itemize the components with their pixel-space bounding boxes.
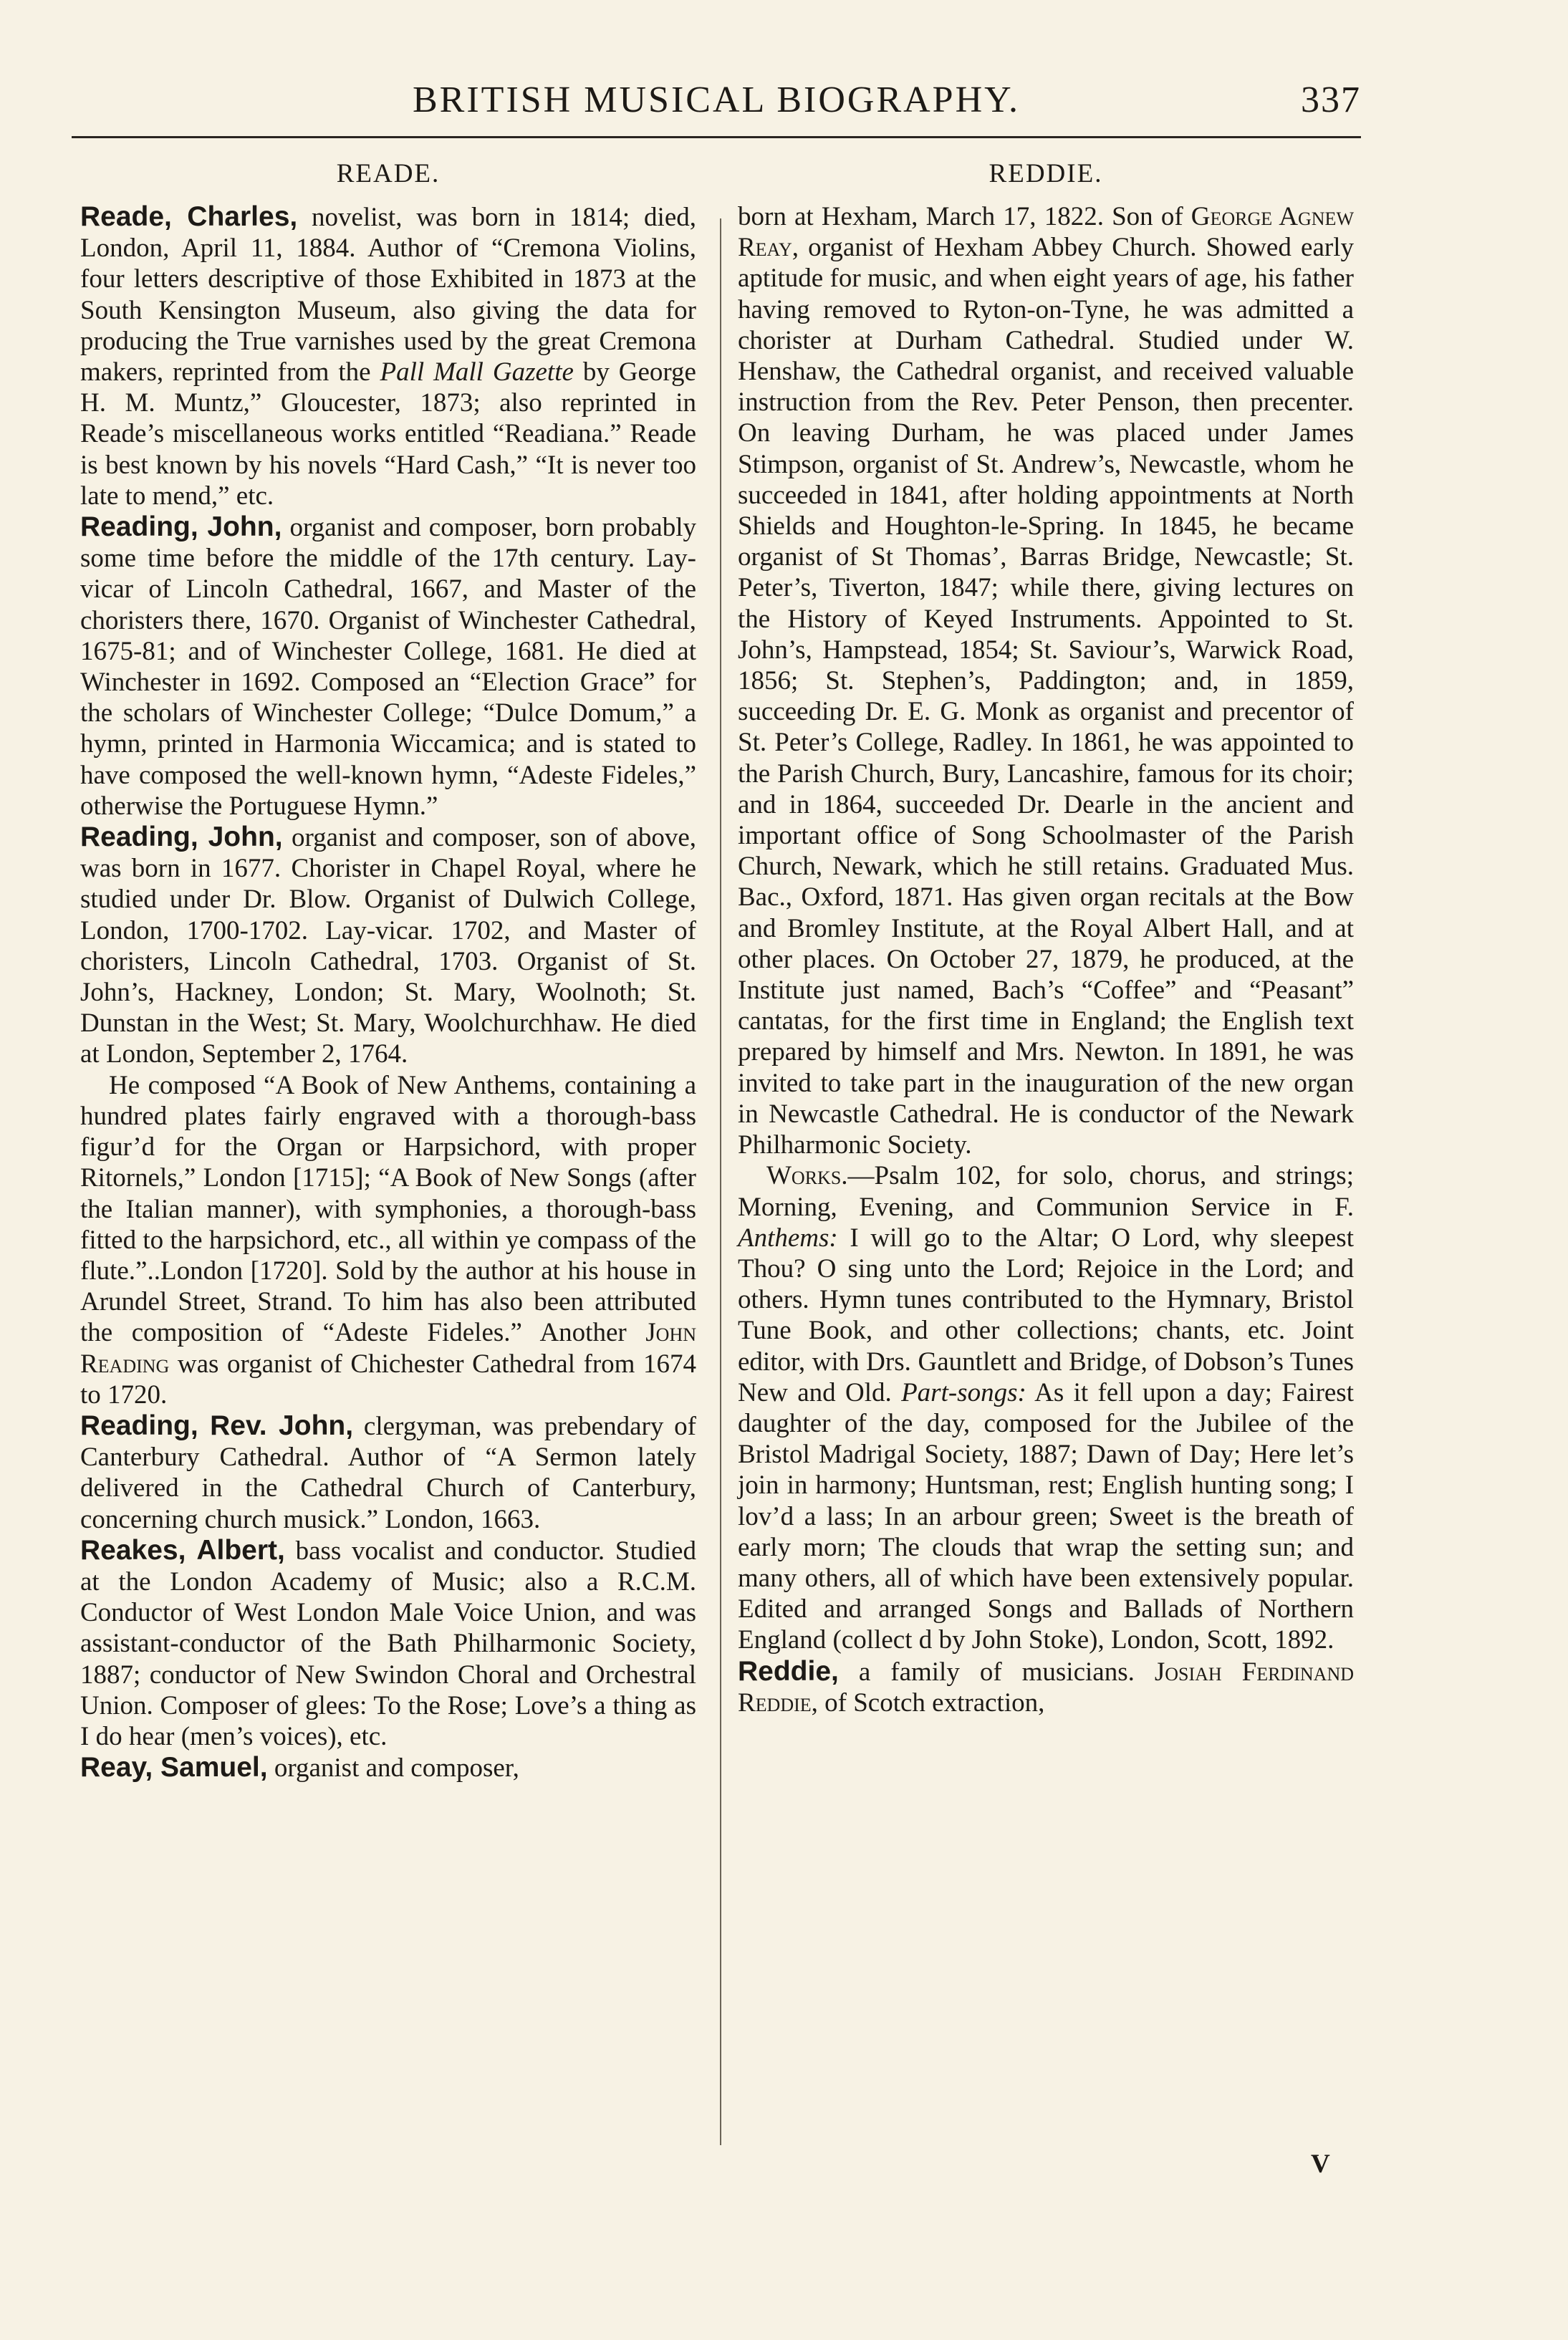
entry-headword: Reade, Charles, [80, 201, 298, 232]
entry-text: clergyman, was prebendary of Canterbury Cathedral. Author of “A Sermon lately delivered in the Cathedral Church of Canterbury, concerning church musick.” London, 1663. [80, 1411, 696, 1534]
entry-reddie [738, 1656, 1354, 1718]
entry-text: novelist, was born in 1814; died, London, April 11, 1884. Author of “Cremona Violins, four letters descriptive of those Exhibited in 1873 at the South Kensington Museum, also giving the data for producing the True varnishes used by the great Cremona makers, reprinted from the [80, 203, 696, 387]
entry-headword: Reakes, Albert, [80, 1534, 285, 1566]
right-column-heading: REDDIE. [989, 159, 1103, 188]
entry-text: organist and composer, son of above, was born in 1677. Chorister in Chapel Royal, where he studied under Dr. Blow. Organist of Dulwich College, London, 1700-1702. Lay-vicar. 1702, and Master of choristers, Lincoln Cathedral, 1703. Organist of St. John’s, Hackney, London; St. Mary, Woolnoth; St. Dunstan in the West; St. Mary, Woolchurchhaw. He died at London, September 2, 1764. [80, 823, 697, 1069]
entry-headword: Reay, Samuel, [80, 1752, 268, 1783]
entry-reakes-albert [80, 1535, 696, 1752]
running-head [72, 79, 1361, 129]
entry-text-cont: by George H. M. Muntz,” Gloucester, 1873; also reprinted in Reade’s miscellaneous works entitled “Readiana.” Reade is best known by his novels “Hard Cash,” “It is never too late to mend,” etc. [80, 357, 696, 511]
entry-reading-john-works [80, 1070, 696, 1410]
left-column-heading: READE. [336, 159, 441, 188]
entry-reading-john-younger [80, 822, 696, 1070]
entry-text: born at Hexham, March 17, 1822. Son of [738, 202, 1191, 231]
entry-text: organist and composer, [267, 1753, 519, 1783]
entry-reade-charles [80, 201, 696, 511]
entry-text: He composed “A Book of New Anthems, containing a hundred plates fairly engraved with a thorough-bass figur’d for the Organ or Harpsichord, with proper Ritornels,” London [1715]; “A Book of New Songs (after the Italian manner), with symphonies, a thorough-bass fitted to the harpsichord, etc., all within ye compass of the flute.”..London [1720]. Sold by the author at his house in Arundel Street, Strand. To him has also been attributed the composition of “Adeste Fideles.” Another [80, 1070, 697, 1348]
partsongs-label: Part-songs: [901, 1377, 1026, 1407]
entry-headword: Reading, Rev. John, [80, 1410, 354, 1441]
entry-reay-samuel [80, 1752, 696, 1783]
entry-smallcaps-name: George Agnew Reay [738, 202, 1354, 263]
entry-text: bass vocalist and conductor. Studied at the London Academy of Music; also a R.C.M. Conductor of West London Male Voice Union, and was assistant-conductor of the Bath Philharmonic Society, 1887; conductor of New Swindon Choral and Orchestral Union. Composer of glees: To the Rose; Love’s a thing as I do hear (men’s voices), etc. [80, 1536, 696, 1751]
entry-smallcaps-name: Josiah Ferdinand Reddie [738, 1657, 1355, 1718]
entry-reading-rev-john [80, 1410, 696, 1535]
entry-headword: Reading, John, [80, 822, 283, 853]
entry-reay-samuel-works [738, 1160, 1354, 1655]
entry-reading-john-elder [80, 511, 696, 822]
entry-text-cont: , of Scotch extraction, [811, 1687, 1045, 1718]
entry-smallcaps-name: John Reading [80, 1318, 696, 1379]
entry-text: organist and composer, born probably some time before the middle of the 17th century. Lay-vicar of Lincoln Cathedral, 1667, and Master of the choristers there, 1670. Organist of Winchester Cathedral, 1675-81; and of Winchester College, 1681. He died at Winchester in 1692. Composed an “Election Grace” for the scholars of Winchester College; “Dulce Domum,” a hymn, printed in Harmonia Wiccamica; and is stated to have composed the well-known hymn, “Adeste Fideles,” otherwise the Portuguese Hymn.” [80, 513, 696, 821]
right-column [738, 158, 1354, 1718]
entry-text-cont: , organist of Hexham Abbey Church. Showed early aptitude for music, and when eight years of age, his father having removed to Ryton-on-Tyne, he was admitted a chorister at Durham Cathedral. Studied under W. Henshaw, the Cathedral organist, and received valuable instruction from the Rev. Peter Penson, then precenter. On leaving Durham, he was placed under James Stimpson, organist of St. Andrew’s, Newcastle, whom he succeeded in 1841, after holding appointments at North Shields and Houghton-le-Spring. In 1845, he became organist of St Thomas’, Barras Bridge, Newcastle; St. Peter’s, Tiverton, 1847; while there, giving lectures on the History of Keyed Instruments. Appointed to St. John’s, Hampstead, 1854; St. Saviour’s, Warwick Road, 1856; St. Stephen’s, Paddington; and, in 1859, succeeding Dr. E. G. Monk as organist and precentor of St. Peter’s College, Radley. In 1861, he was appointed to the Parish Church, Bury, Lancashire, famous for its choir; and in 1864, succeeded Dr. Dearle in the ancient and important office of Song Schoolmaster of the Parish Church, Newark, which he still retains. Graduated Mus. Bac., Oxford, 1871. Has given organ recitals at the Bow and Bromley Institute, at the Royal Albert Hall, and at other places. On October 27, 1879, he produced, at the Institute just named, Bach’s “Coffee” and “Peasant” cantatas, for the first time in England; the English text prepared by himself and Mrs. Newton. In 1891, he was invited to take part in the inauguration of the new organ in Newcastle Cathedral. He is conductor of the Newark Philharmonic Society. [738, 233, 1354, 1160]
entry-italic-title: Pall Mall Gazette [380, 357, 574, 387]
entry-text-cont: was organist of Chichester Cathedral from 1674 to 1720. [80, 1349, 696, 1410]
anthems-label: Anthems: [738, 1223, 838, 1253]
entry-reay-samuel-continued [738, 201, 1354, 1160]
entry-text: As it fell upon a day; Fairest daughter of the day, composed for the Jubilee of the Bristol Madrigal Society, 1887; Dawn of Day; Here let’s join in harmony; Huntsman, rest; English hunting song; I lov’d a lass; In an arbour green; Sweet is the breath of early morn; The clouds that wrap the setting sun; and many others, all of which have been extensively popular. Edited and arranged Songs and Ballads of Northern England (collect d by John Stoke), London, Scott, 1892. [738, 1377, 1354, 1655]
left-column [80, 158, 696, 1783]
column-divider [720, 218, 721, 2145]
entry-text: —Psalm 102, for solo, chorus, and strings; Morning, Evening, and Communion Service in F. [738, 1161, 1354, 1222]
entry-headword: Reading, John, [80, 511, 282, 543]
page-number: 337 [1301, 80, 1361, 120]
running-title: BRITISH MUSICAL BIOGRAPHY. [413, 80, 1020, 120]
entry-text: a family of musicians. [838, 1657, 1155, 1687]
works-label: Works. [766, 1161, 848, 1191]
entry-text: I will go to the Altar; O Lord, why sleepest Thou? O sing unto the Lord; Rejoice in the Lord; and others. Hymn tunes contributed to the Hymnary, Bristol Tune Book, and other collections; chants, etc. Joint editor, with Drs. Gauntlett and Bridge, of Dobson’s Tunes New and Old. [738, 1223, 1354, 1407]
header-rule [72, 136, 1361, 138]
entry-headword: Reddie, [738, 1655, 839, 1687]
signature-mark: V [1311, 2149, 1330, 2179]
